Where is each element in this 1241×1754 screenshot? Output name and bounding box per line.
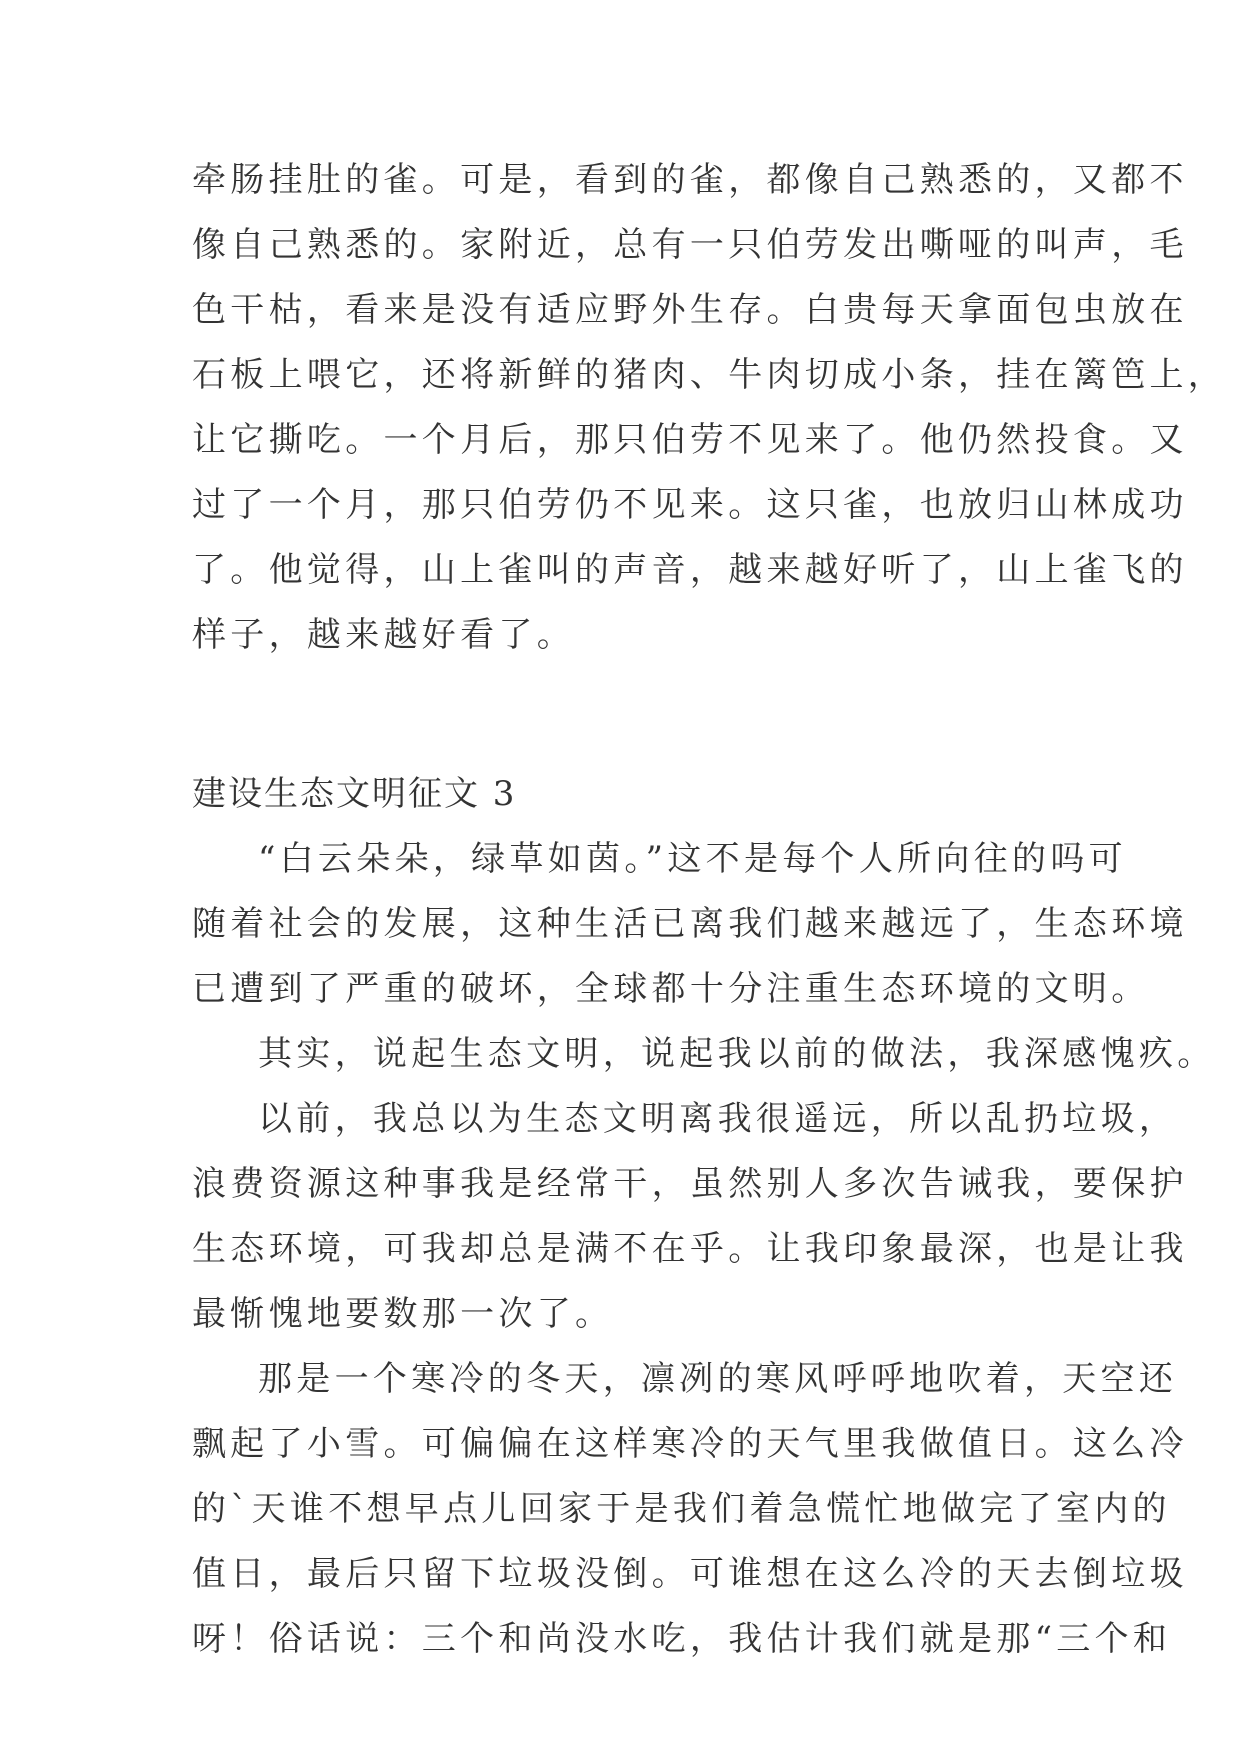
text-line: 过了一个月，那只伯劳仍不见来。这只雀，也放归山林成功 (192, 485, 1188, 525)
paragraph-line: 值日，最后只留下垃圾没倒。可谁想在这么冷的天去倒垃圾 (192, 1554, 1188, 1594)
paragraph-line: 已遭到了严重的破坏，全球都十分注重生态环境的文明。 (192, 969, 1150, 1009)
text-line: 样子，越来越好看了。 (192, 615, 575, 655)
paragraph-line: 飘起了小雪。可偏偏在这样寒冷的天气里我做值日。这么冷 (192, 1424, 1188, 1464)
text-line: 石板上喂它，还将新鲜的猪肉、牛肉切成小条，挂在篱笆上， (192, 355, 1227, 395)
paragraph-line: 随着社会的发展，这种生活已离我们越来越远了，生态环境 (192, 904, 1188, 944)
text-line: 色干枯，看来是没有适应野外生存。白贵每天拿面包虫放在 (192, 290, 1188, 330)
paragraph-line: 生态环境，可我却总是满不在乎。让我印象最深，也是让我 (192, 1229, 1188, 1269)
paragraph-line: 呀！俗话说：三个和尚没水吃，我估计我们就是那“三个和 (192, 1619, 1172, 1659)
paragraph-line: 浪费资源这种事我是经常干，虽然别人多次告诫我，要保护 (192, 1164, 1188, 1204)
paragraph-line: “白云朵朵，绿草如茵。”这不是每个人所向往的吗可 (258, 839, 1127, 879)
text-line: 牵肠挂肚的雀。可是，看到的雀，都像自己熟悉的，又都不 (192, 160, 1188, 200)
section-heading: 建设生态文明征文 3 (192, 774, 517, 814)
text-line: 像自己熟悉的。家附近，总有一只伯劳发出嘶哑的叫声，毛 (192, 225, 1188, 265)
text-line: 了。他觉得，山上雀叫的声音，越来越好听了，山上雀飞的 (192, 550, 1188, 590)
paragraph-line: 那是一个寒冷的冬天，凛冽的寒风呼呼地吹着，天空还 (258, 1359, 1178, 1399)
paragraph-line: 的`天谁不想早点儿回家于是我们着急慌忙地做完了室内的 (192, 1489, 1171, 1529)
text-line: 让它撕吃。一个月后，那只伯劳不见来了。他仍然投食。又 (192, 420, 1188, 460)
paragraph-line: 其实，说起生态文明，说起我以前的做法，我深感愧疚。 (258, 1034, 1216, 1074)
paragraph-line: 以前，我总以为生态文明离我很遥远，所以乱扔垃圾， (258, 1099, 1178, 1139)
paragraph-line: 最惭愧地要数那一次了。 (192, 1294, 614, 1334)
